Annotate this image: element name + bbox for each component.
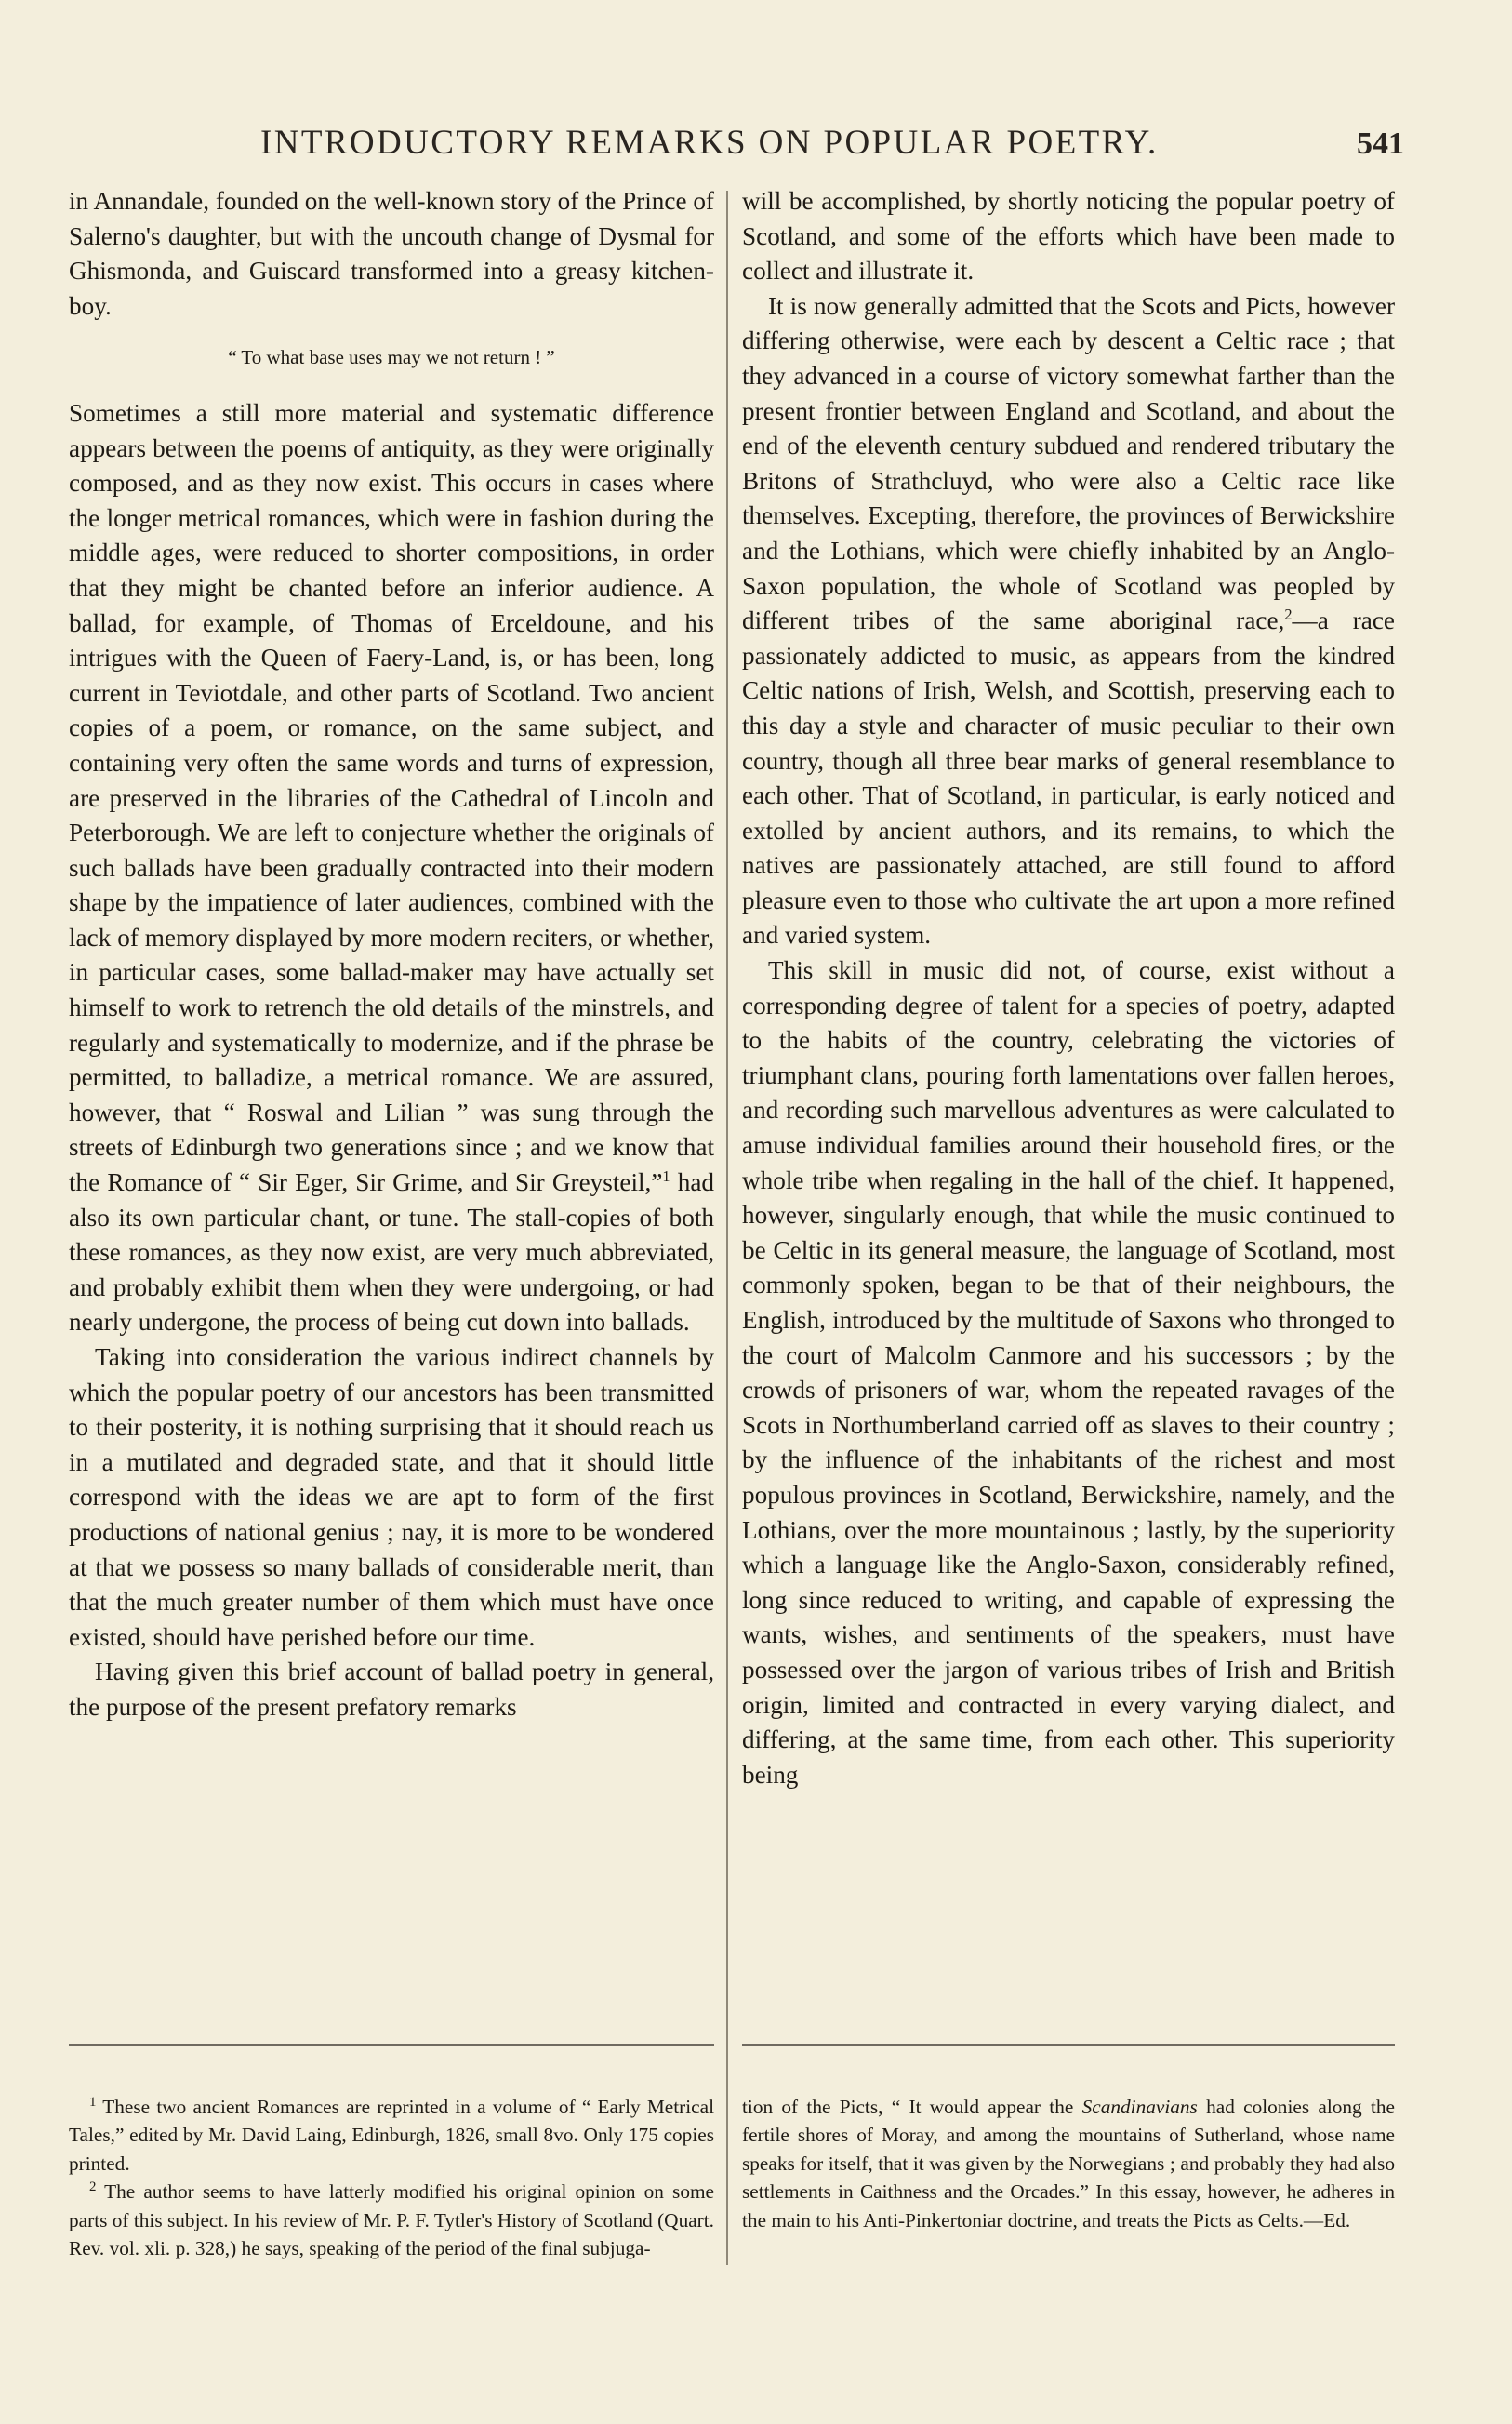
paragraph-text: It is now generally admitted that the Scots and Picts, however differing otherwise, were each by descent a Celtic race ; that they advanced in a course of victory somewhat farther than the present frontier between England and Scotland, and about the end of the eleventh century subdued and rendered tributary the Britons of Strathcluyd, who were also a Celtic race like themselves. Excepting, therefore, the provinces of Berwickshire and the Lothians, which were chiefly inhabited by an Anglo-Saxon population, the whole of Scotland was peopled by different tribes of the same aboriginal race,: [742, 291, 1395, 635]
paragraph: [69, 396, 714, 1340]
footnote-emphasis: Scandinavians: [1081, 2096, 1198, 2118]
footnote-text: had colonies along the fertile shores of Moray, and among the mountains of Sutherland, whose name speaks for itself, that it was given by the Norwegians ; and probably they had also settlements in Caithness and the Orcades.” In this essay, however, he adheres in the main to his Anti-Pinkertoniar doctrine, and treats the Picts as Celts.—Ed.: [742, 2096, 1395, 2231]
footnote-text: These two ancient Romances are reprinted in a volume of “ Early Metrical Tales,” edited by Mr. David Laing, Edinburgh, 1826, small 8vo. Only 175 copies printed.: [69, 2096, 714, 2175]
footnote-divider: [742, 2044, 1395, 2046]
paragraph: Taking into consideration the various indirect channels by which the popular poetry of our ancestors has been transmitted to their posterity, it is nothing surprising that it should reach us in a mutilated and degraded state, and that it should little correspond with the ideas we are apt to form of the first productions of national genius ; nay, it is more to be wondered at that we possess so many ballads of considerable merit, than that the much greater number of them which must have once existed, should have perished before our time.: [69, 1343, 714, 1651]
paragraph-text: Sometimes a still more material and systematic difference appears between the poems of antiquity, as they were originally composed, and as they now exist. This occurs in cases where the longer metrical romances, which were in fashion during the middle ages, were reduced to shorter compositions, in order that they might be chanted before an inferior audience. A ballad, for example, of Thomas of Erceldoune, and his intrigues with the Queen of Faery-Land, is, or has been, long current in Teviotdale, and other parts of Scotland. Two ancient copies of a poem, or romance, on the same subject, and containing very often the same words and turns of expression, are preserved in the libraries of the Cathedral of Lincoln and Peterborough. We are left to conjecture whether the originals of such ballads have been gradually contracted into their modern shape by the impatience of later audiences, combined with the lack of memory displayed by more modern reciters, or whether, in particular cases, some ballad-maker may have actually set himself to work to retrench the old details of the minstrels, and regularly and systematically to modernize, and if the phrase be permitted, to balladize, a metrical romance. We are assured, however, that “ Roswal and Lilian ” was sung through the streets of Edinburgh two generations since ; and we know that the Romance of “ Sir Eger, Sir Grime, and Sir Greysteil,”: [69, 398, 714, 1197]
paragraph: in Annandale, founded on the well-known story of the Prince of Salerno's daughter, but with the uncouth change of Dysmal for Ghismonda, and Guiscard transformed into a greasy kitchen-boy.: [69, 187, 714, 320]
footnotes-right: [742, 2093, 1395, 2234]
footnote-text: tion of the Picts, “ It would appear the: [742, 2096, 1082, 2118]
paragraph-text: —a race passionately addicted to music, as appears from the kindred Celtic nations of Irish, Welsh, and Scottish, preserving each to this day a style and character of music peculiar to their own country, though all three bear marks of general resemblance to each other. That of Scotland, in particular, is early noticed and extolled by ancient authors, and its remains, to which the natives are passionately attached, are still found to afford pleasure even to those who cultivate the art upon a more refined and varied system.: [742, 606, 1396, 950]
paragraph: [742, 289, 1395, 953]
footnote: [69, 2093, 714, 2178]
footnote-marker: 1: [89, 2094, 97, 2110]
footnote-divider: [69, 2044, 714, 2046]
paragraph: will be accomplished, by shortly noticing the popular poetry of Scotland, and some of the efforts which have been made to collect and illustrate it.: [742, 187, 1395, 286]
block-quote: “ To what base uses may we not return ! ”: [228, 346, 555, 369]
footnote: [69, 2178, 714, 2262]
footnote-reference[interactable]: 2: [1284, 606, 1293, 624]
paragraph: Having given this brief account of ballad poetry in general, the purpose of the present prefatory remarks: [69, 1658, 714, 1721]
right-column: [742, 184, 1395, 1792]
footnote-continuation: [742, 2093, 1395, 2234]
footnote-reference[interactable]: 1: [662, 1166, 670, 1185]
page-header: [65, 123, 1404, 179]
left-column: [69, 184, 714, 1725]
footnote-text: The author seems to have latterly modified his original opinion on some parts of this subject. In his review of Mr. P. F. Tytler's History of Scotland (Quart. Rev. vol. xli. p. 328,) he says, speaking of the period of the final subjuga-: [69, 2180, 714, 2260]
running-title: INTRODUCTORY REMARKS ON POPULAR POETRY.: [260, 124, 1159, 162]
footnotes-left: [69, 2093, 714, 2262]
page-number: 541: [1357, 127, 1404, 161]
column-divider: [726, 191, 728, 2265]
footnote-marker: 2: [89, 2179, 97, 2195]
paragraph: This skill in music did not, of course, exist without a corresponding degree of talent for a species of poetry, adapted to the habits of the country, celebrating the victories of triumphant clans, pouring forth lamentations over fallen heroes, and recording such marvellous adventures as were calculated to amuse individual families around their household fires, or the whole tribe when regaling in the hall of the chief. It happened, however, singularly enough, that while the music continued to be Celtic in its general measure, the language of Scotland, most commonly spoken, began to be that of their neighbours, the English, introduced by the multitude of Saxons who thronged to the court of Malcolm Canmore and his successors ; by the crowds of prisoners of war, whom the repeated ravages of the Scots in Northumberland carried off as slaves to their country ; by the influence of the inhabitants of the richest and most populous provinces in Scotland, Berwickshire, namely, and the Lothians, over the more mountainous ; lastly, by the superiority which a language like the Anglo-Saxon, considerably refined, long since reduced to writing, and capable of expressing the wants, wishes, and sentiments of the speakers, must have possessed over the jargon of various tribes of Irish and British origin, limited and contracted in every varying dialect, and differing, at the same time, from each other. This superiority being: [742, 956, 1395, 1789]
paragraph-text: had also its own particular chant, or tune. The stall-copies of both these romances, as they now exist, are very much abbreviated, and probably exhibit them when they were undergoing, or had nearly undergone, the process of being cut down into ballads.: [69, 1168, 714, 1337]
